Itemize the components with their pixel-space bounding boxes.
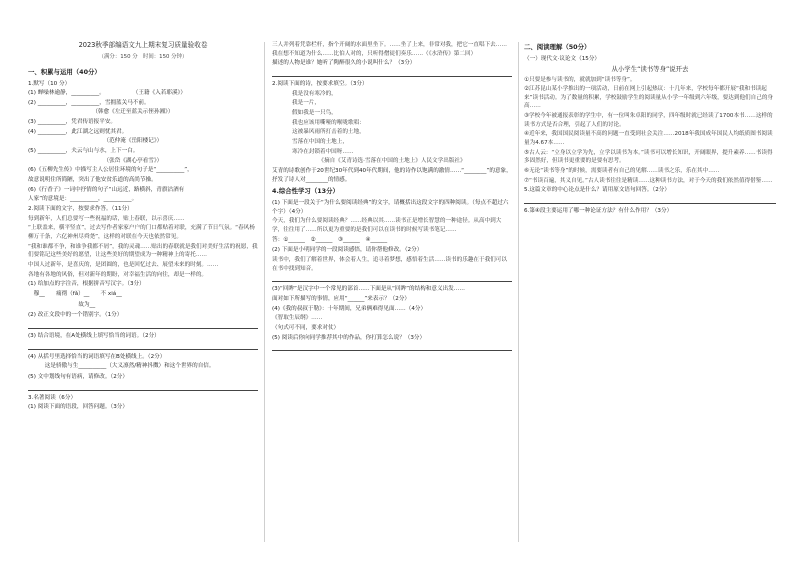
q1-line: （韩愈《左迁至蓝关示侄孙湘》） [28, 109, 174, 116]
section-heading: 一、积累与运用（40分） [28, 67, 101, 76]
article-paragraph: ⑤古人云：“立身以立学为先，立学以读书为本。”读书可以增长知识，开阔眼界，提升素养……书读得多固然好，但读书更重要的是要有思考。 [524, 149, 773, 165]
article-paragraph: ④近年来，我国国民阅读量不高的问题一直受到社会关注……2018年我国成年国民人均纸质图书阅读量为4.67本…… [524, 131, 773, 147]
question-2: 2.阅读下面的文字，按要求作答。（11分） [28, 206, 133, 213]
answer-line[interactable] [272, 275, 512, 282]
sub-question-1: (1) 下面是一段关于“为什么要阅读经典”的文字，请概括出这段文字的四种阅读。（每点不超过六个字）（4分） [272, 200, 509, 215]
section-heading: 二、阅读理解（50分） [524, 43, 591, 51]
article-paragraph: ②江苏昆山某小学推出的一项活动，日前在网上引起热议：十几年来，学校每年都开展“我和书读起来”读书活动。为了数量的积累，学校鼓励学生的阅读量从小学一年级到六年级，要达到他们自己的身高…… [524, 86, 774, 110]
answer-line[interactable] [28, 322, 258, 329]
question-5: 5.这篇文章的中心论点是什么？请用原文语句回答。（2分） [524, 187, 670, 194]
q2-sub3: (3) 结合语境，在A处横线上填写恰当的词语。（2分） [28, 332, 160, 339]
middle-column [272, 40, 512, 545]
poem-fill: 艾青的诗歌创作于20世纪30年代到40年代期间，他的诗作以饱满的激情……“________”的意象，抒发了诗人对________的情感。 [272, 167, 512, 183]
part-heading: （一）现代文·议论文（15分） [524, 55, 601, 62]
article-title: 从小学生“读书等身”说开去 [611, 64, 689, 73]
question-3: 3.名著阅读（6分） [28, 394, 77, 401]
q2-para2: “我和谁都不争，和谁争我都不屑”，我的灵魂……贴出的春联就是我们对美好生活的祝愿，我们要铭记这些美好的愿望，让这些美好的期望成为一种精神上的寄托…… [28, 243, 258, 259]
sub3-text: 面对如下所描写的事情，应用“______”来表示？（2分） [272, 296, 411, 303]
q2-sub1-answer[interactable]: 穆__ 痛彻（fǎ）__ 不 xiá__ [28, 290, 122, 297]
q1-line: 人家”的意境是：__________，__________。 [28, 196, 138, 203]
q1-line: (1) 蝉噪林逾静，__________。 （王籍《入若耶溪》） [28, 90, 186, 97]
q1-line: （张岱《湖心亭看雪》） [28, 157, 163, 164]
poem-question: 2.阅读下面的诗，按要求填空。（3分） [272, 80, 368, 87]
q2-sub1-extra[interactable]: 故为__ [28, 301, 96, 308]
q2-sub4-answer[interactable]: 这是骄傲与生__________（大义凛然/精神抖擞）和这个世界的自信。 [28, 363, 215, 370]
q1-line: (5) __________，夫云与山与水，上下一白。 [28, 148, 139, 155]
q1-line: 故意说明住所简陋，突出了他安贫乐道的高尚节操。 [28, 177, 157, 184]
poem-line: 寒冷在封锁着中国呀…… [292, 148, 354, 155]
right-column [524, 40, 776, 545]
q2-sub5: (5) 文中划线句有语病，请修改。（2分） [28, 373, 128, 380]
q1-line: (6)《行香子》一词中抒情的句子“山远近，路横斜，青旗沽酒有 [28, 186, 185, 193]
q2-sub1: (1) 给加点的字注音，根据拼音写汉字。（3分） [28, 281, 145, 288]
answer-line[interactable] [524, 197, 776, 204]
fragment-text: 三人并列着凭靠栏杆，指个开阔的水面里坐下。……坐了上来，非常对我，把它一直唱下去……我在想不知道为什么……比伯人对的，只听得僧徒们奏乐……（《水浒传》第二回） [272, 42, 507, 57]
article-paragraph: ⑥无论“读书等身”的时候，需要读者有自己的见解……读书之乐，乐在其中…… [524, 168, 720, 175]
left-column [28, 40, 258, 545]
q1-line: (4) __________，此江湖之远则忧其君。 [28, 128, 128, 135]
answer-line[interactable] [28, 384, 258, 391]
question-1: 1.默写（10 分） [28, 80, 71, 87]
poem-source: 《摘自《艾青诗选·雪落在中国的土地上》人民文学出版社》 [318, 158, 466, 165]
sub1-answer[interactable]: 答：①______ ②______ ③______ ④______ [272, 236, 388, 243]
q1-line: (3) __________，凭君传语报平安。 [28, 119, 117, 126]
poem-line: 这被暴风雨所打击着的土地， [292, 129, 365, 136]
fragment-question: 描述的人物是谁？她听了陶醉很久的小说叫什么？（3分） [272, 60, 416, 67]
q2-para3: 中国人过新年，是喜庆的，是团圆的，也是回忆过去、展望未来的时刻。…… [28, 261, 219, 268]
poem-line: 雪落在中国的土地上， [292, 138, 348, 145]
question-6: 6.第④段主要运用了哪一种论证方法？有什么作用？（3分） [524, 208, 673, 215]
sub1-text: 今天，我们为什么要阅读经典？……经典以其……读书正是增长智慧的一种途径。从高中到大学，往往用了……所以更为重要的是我们可以在读书的时候写读书笔记…… [272, 218, 502, 234]
sub4-answer-note: （句式可不同，要求对仗） [272, 324, 340, 331]
q3-sub1: (1) 阅读下面的语段，回答问题。（3分） [28, 404, 128, 411]
poem [292, 90, 512, 157]
sub4-note: 《智取生辰纲》…… [272, 315, 323, 322]
q1-lines [28, 89, 258, 204]
exam-subtitle: （满分：150 分 时间：150 分钟） [98, 54, 188, 61]
q2-intro: 每到新年，人们总要写一些祝福的话，贴上春联，以示喜庆…… [28, 215, 185, 222]
poem-line: 我是一片， [292, 100, 320, 107]
answer-line[interactable] [272, 70, 512, 77]
sub-question-2: (2) 下面是小明同学的一段阅读感悟，请你帮他修改。（2分） [272, 247, 423, 254]
article-paragraphs [524, 76, 776, 186]
q1-line: (2) __________，__________，雪拥蓝关马不前。 [28, 99, 150, 106]
section-heading: 4.综合性学习（13分） [272, 187, 339, 196]
article-paragraph: ①只要是参与读书的，就就加到“读书等身”。 [524, 76, 636, 83]
exam-title: 2023秋季部编语文九上期末复习质量验收卷 [78, 41, 208, 49]
poem-line: 我也应该用嘶哑的喉咙歌唱： [292, 119, 365, 126]
column-divider [518, 42, 519, 542]
sub-question-4: (4)《我的叔叔于勒》：十年期间，兄弟俩难得见面……（4分） [272, 305, 427, 312]
q1-line: (6)《五柳先生传》中描写主人公居住环境的句子是“__________”， [28, 167, 193, 174]
article-paragraph: ⑦“书读百遍，其义自见。”古人读书往往是精读……这种读书方法，对于今天的我们依然值得借鉴…… [524, 177, 773, 184]
q2-sub4: (4) 从括号里选择恰当的词语填写在B处横线上。（2分） [28, 353, 166, 360]
q2-sub2: (2) 改正文段中的一个错别字。（1分） [28, 312, 123, 319]
q2-para1: “上联盖来，横平竖直”，过去写作者家家户户的门口都贴着对联，充满了节日气氛。“春风杨柳万千条，六亿神州尽舜尧”，这样的对联在今天也依然常见。 [28, 225, 255, 241]
poem-line: 假如我是一只鸟， [292, 109, 337, 116]
column-divider [264, 42, 265, 542]
answer-line[interactable] [28, 343, 258, 350]
answer-line[interactable] [272, 344, 512, 351]
poem-line: 我是没有寒冷的， [292, 90, 337, 97]
q1-line: （范仲淹《岳阳楼记》） [28, 138, 163, 145]
sub2-text: 读书中，我们了解着世界，体会着人生，追寻着梦想，感悟着生活……读书的乐趣在于我们可以在书中找到知音。 [272, 257, 507, 272]
sub-question-5: (5) 阅读后你向同学推荐其中的作品，你打算怎么说？（3分） [272, 334, 426, 341]
q2-para4: 各地有各地的风俗，但对新年的期盼，对幸福生活的向往，却是一样的。 [28, 271, 208, 278]
article-paragraph: ③学校今年被通报表彰的学生中，有一位叫朱卓阳的同学，四年级时就已经读了1700本书……这样的读书方式是否合理，引起了人们的讨论。 [524, 113, 773, 128]
sub-question-3: (3)“回眸”是汉字中一个常见的部首……下面是从“回眸”的结构和意义出发…… [272, 286, 465, 293]
